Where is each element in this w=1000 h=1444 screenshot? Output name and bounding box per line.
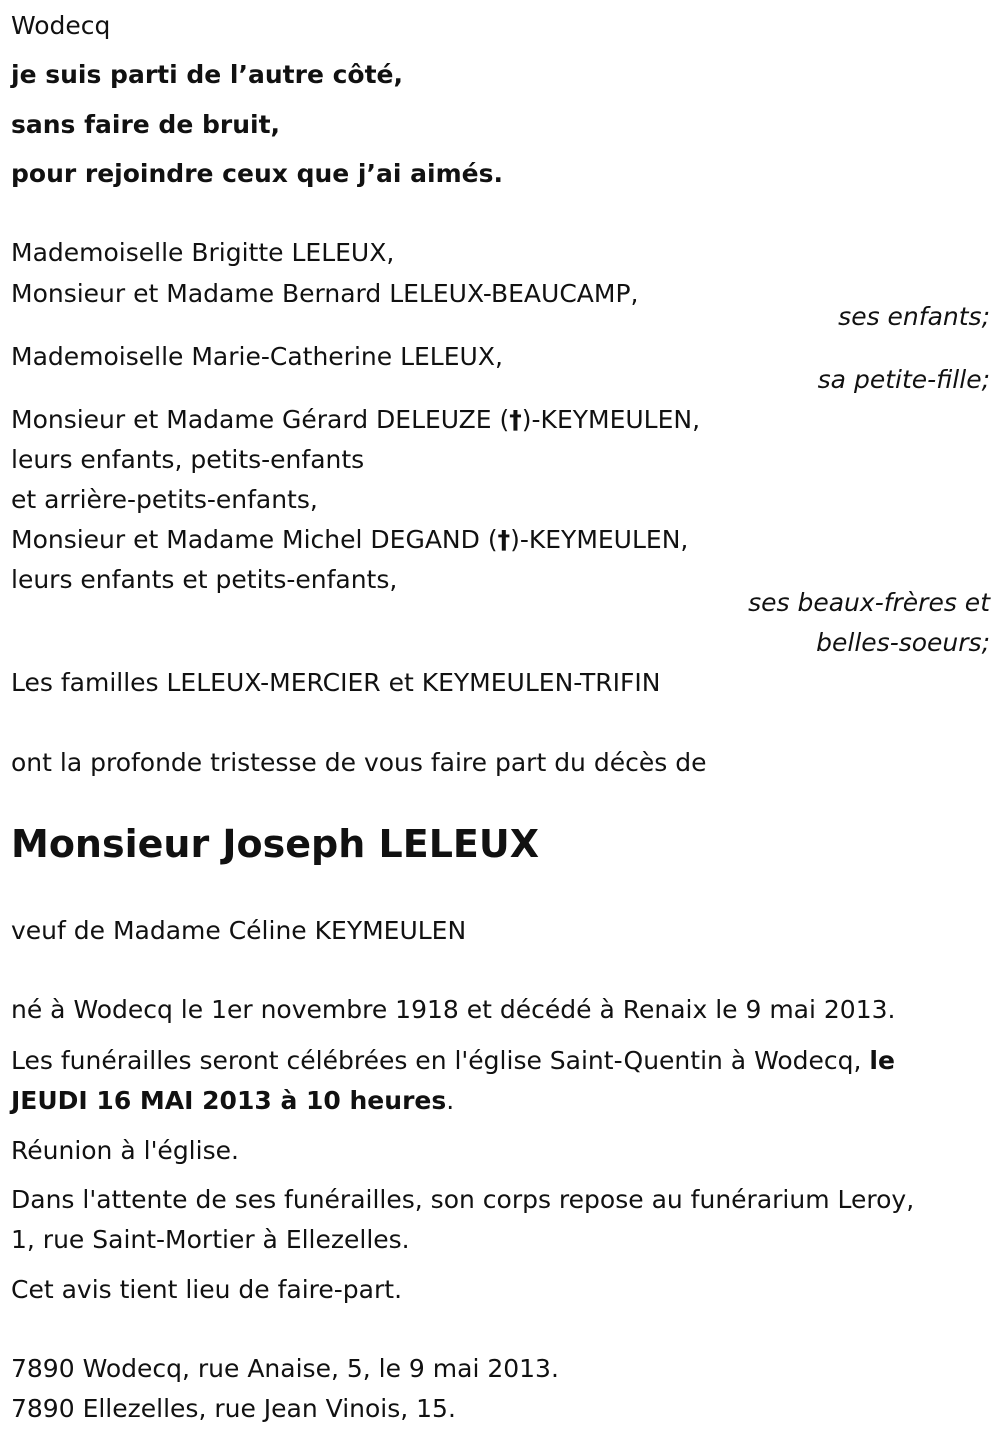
funeral-line-1-bold: le: [869, 1046, 895, 1075]
notice-line: Cet avis tient lieu de faire-part.: [11, 1275, 403, 1304]
announcement-line: ont la profonde tristesse de vous faire part du décès de: [11, 748, 707, 777]
inlaws-line-4-end: )-KEYMEULEN,: [510, 525, 689, 554]
poem-line-2: sans faire de bruit,: [11, 110, 281, 139]
dates-line: né à Wodecq le 1er novembre 1918 et décédé à Renaix le 9 mai 2013.: [11, 995, 896, 1024]
spouse-line: veuf de Madame Céline KEYMEULEN: [11, 916, 467, 945]
address-line-1: 7890 Wodecq, rue Anaise, 5, le 9 mai 2013.: [11, 1354, 559, 1383]
funeral-line-1-text: Les funérailles seront célébrées en l'église Saint-Quentin à Wodecq,: [11, 1046, 870, 1075]
poem-line-3: pour rejoindre ceux que j’ai aimés.: [11, 159, 503, 188]
children-line-1: Mademoiselle Brigitte LELEUX,: [11, 238, 395, 267]
funeral-line-2: [11, 1081, 454, 1121]
inlaws-line-1-start: Monsieur et Madame Gérard DELEUZE (: [11, 405, 510, 434]
families-line: Les familles LELEUX-MERCIER et KEYMEULEN-TRIFIN: [11, 668, 661, 697]
children-line-2: Monsieur et Madame Bernard LELEUX-BEAUCAMP,: [11, 279, 639, 308]
deceased-name: Monsieur Joseph LELEUX: [11, 822, 540, 866]
cross-icon: †: [497, 525, 511, 554]
inlaws-line-5: leurs enfants et petits-enfants,: [11, 565, 398, 594]
obituary-notice: [11, 0, 990, 1444]
meeting-line: Réunion à l'église.: [11, 1136, 239, 1165]
funeral-line-1: [11, 1041, 895, 1081]
header-location: Wodecq: [11, 11, 111, 40]
inlaws-line-1: [11, 400, 700, 440]
inlaws-role-line-2: belles-soeurs;: [816, 628, 990, 657]
inlaws-line-2: leurs enfants, petits-enfants: [11, 445, 365, 474]
poem-line-1: je suis parti de l’autre côté,: [11, 60, 404, 89]
funeral-date-time: JEUDI 16 MAI 2013 à 10 heures: [11, 1086, 447, 1115]
cross-icon: †: [509, 405, 522, 434]
address-line-2: 7890 Ellezelles, rue Jean Vinois, 15.: [11, 1394, 456, 1423]
funeral-line-2-end: .: [446, 1086, 455, 1115]
inlaws-role-line-1: ses beaux-frères et: [748, 588, 990, 617]
granddaughter-line-1: Mademoiselle Marie-Catherine LELEUX,: [11, 342, 503, 371]
inlaws-line-4-start: Monsieur et Madame Michel DEGAND (: [11, 525, 498, 554]
granddaughter-role: sa petite-fille;: [817, 365, 990, 394]
inlaws-line-4: [11, 520, 688, 560]
rest-line-1: Dans l'attente de ses funérailles, son corps repose au funérarium Leroy,: [11, 1185, 915, 1214]
children-role: ses enfants;: [838, 302, 990, 331]
rest-line-2: 1, rue Saint-Mortier à Ellezelles.: [11, 1225, 410, 1254]
inlaws-line-3: et arrière-petits-enfants,: [11, 485, 318, 514]
inlaws-line-1-end: )-KEYMEULEN,: [521, 405, 701, 434]
